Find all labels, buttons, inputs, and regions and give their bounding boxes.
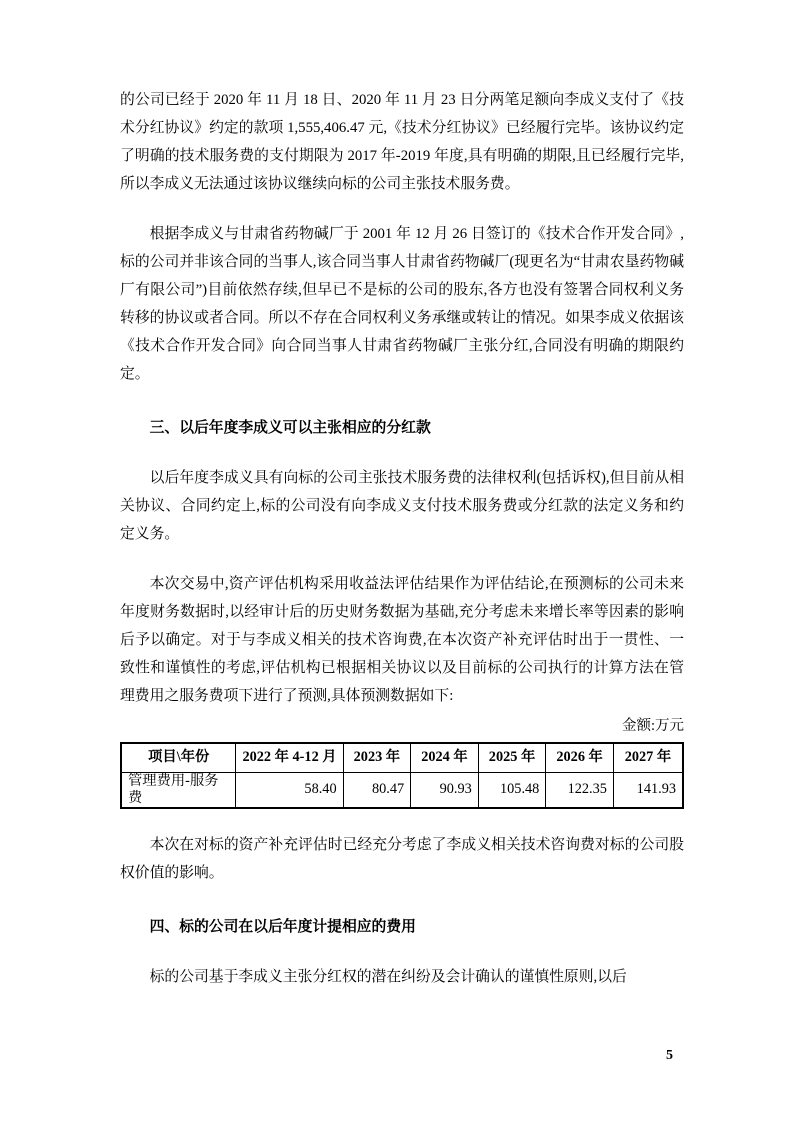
- paragraph-contract-history: 根据李成义与甘肃省药物碱厂于 2001 年 12 月 26 日签订的《技术合作开发合同》,标的公司并非该合同的当事人,该合同当事人甘肃省药物碱厂(现更名为“甘肃农垦药物碱厂有限公司”)目前依然存续,但早已不是标的公司的股东,各方也没有签署合同权利义务转移的协议或者合同。所以不存在合同权利义务承继或转让的情况。如果李成义依据该《技术合作开发合同》向合同当事人甘肃省药物碱厂主张分红,合同没有明确的期限约定。: [120, 226, 684, 382]
- table-header-2026: 2026 年: [546, 743, 614, 772]
- table-header-2023: 2023 年: [343, 743, 411, 772]
- paragraph-accrual: 标的公司基于李成义主张分红权的潜在纠纷及会计确认的谨慎性原则,以后: [149, 968, 627, 985]
- table-header-2024: 2024 年: [411, 743, 479, 772]
- section-heading-four: 四、标的公司在以后年度计提相应的费用: [149, 918, 416, 935]
- table-cell-2026: 122.35: [546, 772, 614, 808]
- forecast-table: [120, 742, 684, 809]
- table-header-project-year: 项目\年份: [121, 743, 236, 772]
- table-cell-2022: 58.40: [236, 772, 343, 808]
- paragraph-continuation: 的公司已经于 2020 年 11 月 18 日、2020 年 11 月 23 日分两笔足额向李成义支付了《技术分红协议》约定的款项 1,555,406.47 元,《技术分红协议》已经履行完毕。该协议约定了明确的技术服务费的支付期限为 2017 年-2019 年度,具有明确的期限,且已经履行完毕,所以李成义无法通过该协议继续向标的公司主张技术服务费。: [120, 92, 684, 192]
- table-header-2027: 2027 年: [613, 743, 683, 772]
- paragraph-conclusion: 本次在对标的资产补充评估时已经充分考虑了李成义相关技术咨询费对标的公司股权价值的影响。: [120, 836, 684, 881]
- table-header-2022: 2022 年 4-12 月: [236, 743, 343, 772]
- table-cell-2023: 80.47: [343, 772, 411, 808]
- page-number: 5: [666, 1048, 673, 1063]
- table-header-row: [121, 743, 683, 772]
- table-cell-row-label: 管理费用-服务费: [121, 772, 236, 808]
- section-heading-three: 三、以后年度李成义可以主张相应的分红款: [149, 420, 431, 436]
- paragraph-legal-rights: 以后年度李成义具有向标的公司主张技术服务费的法律权利(包括诉权),但目前从相关协议、合同约定上,标的公司没有向李成义支付技术服务费或分红款的法定义务和约定义务。: [120, 470, 684, 542]
- document-content: [120, 86, 684, 991]
- table-cell-2025: 105.48: [478, 772, 546, 808]
- table-cell-2024: 90.93: [411, 772, 479, 808]
- table-cell-2027: 141.93: [613, 772, 683, 808]
- amount-unit-note: 金额:万元: [621, 718, 684, 734]
- paragraph-valuation-method: 本次交易中,资产评估机构采用收益法评估结果作为评估结论,在预测标的公司未来年度财务数据时,以经审计后的历史财务数据为基础,充分考虑未来增长率等因素的影响后予以确定。对于与李成义相关的技术咨询费,在本次资产补充评估时出于一贯性、一致性和谨慎性的考虑,评估机构已根据相关协议以及目前标的公司执行的计算方法在管理费用之服务费项下进行了预测,具体预测数据如下:: [120, 576, 684, 704]
- table-header-2025: 2025 年: [478, 743, 546, 772]
- table-row-service-fee: [121, 772, 683, 808]
